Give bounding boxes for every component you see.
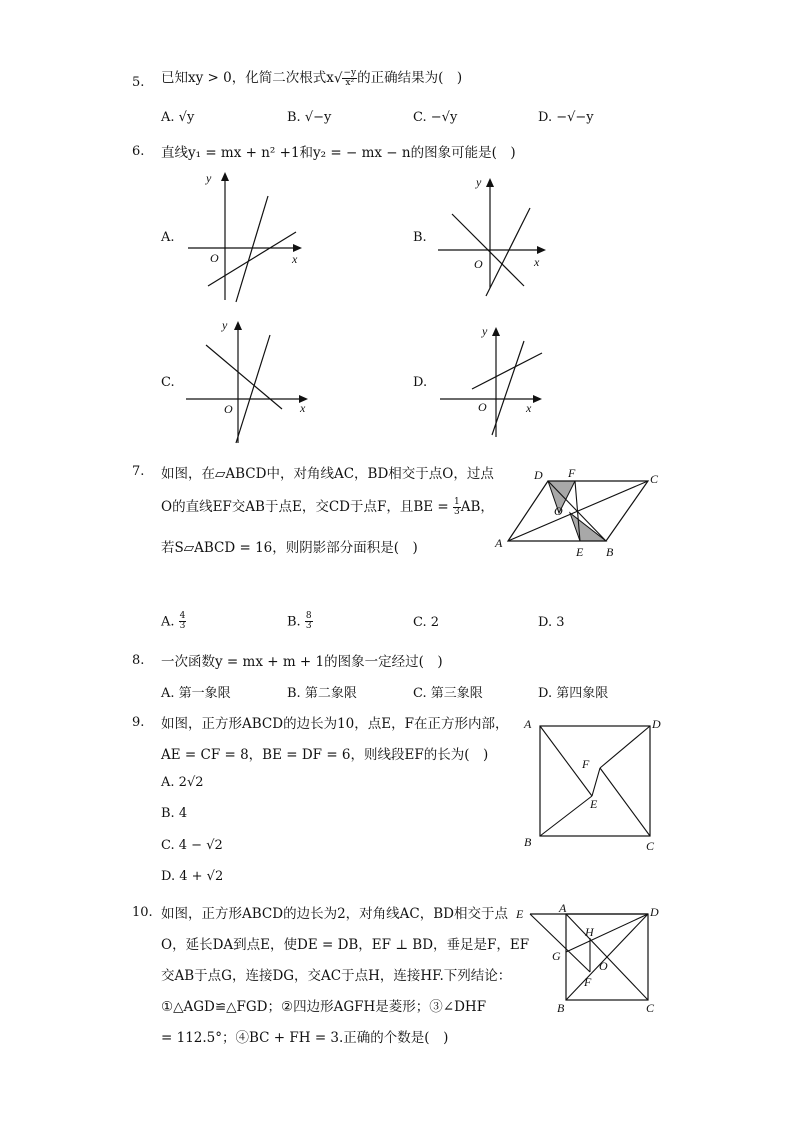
x-axis-arrow xyxy=(533,395,542,403)
q8-option-d[interactable]: D. 第四象限 xyxy=(538,686,609,701)
label-e: E xyxy=(516,907,524,921)
y-label: y xyxy=(222,318,228,332)
line-2 xyxy=(236,335,270,443)
q5-option-b[interactable]: B. √−y xyxy=(287,110,332,125)
q5-radicand-den: x² xyxy=(345,78,355,88)
q5-number: 5. xyxy=(132,75,145,90)
segment-be xyxy=(540,796,592,836)
x-axis-arrow xyxy=(293,244,302,252)
q6-number: 6. xyxy=(132,144,145,159)
q9-line-2: AE = CF = 8，BE = DF = 6，则线段EF的长为( ) xyxy=(161,747,489,763)
q5-stem: 已知xy > 0，化简二次根式x√ $\frac{-y}{\text{x²}}$ 的正确结果为( ) xyxy=(161,67,463,88)
y-axis-arrow xyxy=(234,321,242,330)
q8-option-b[interactable]: B. 第二象限 xyxy=(287,686,357,701)
label-f: F xyxy=(568,466,576,480)
label-c: C xyxy=(650,472,659,486)
y-axis-arrow xyxy=(492,327,500,336)
q7-option-b[interactable]: B. $\frac{8}{3}$ xyxy=(287,611,312,632)
q10-line-5: = 112.5°；④BC + FH = 3.正确的个数是( ) xyxy=(161,1030,449,1046)
q7-figure xyxy=(492,463,672,559)
segment-ef xyxy=(530,914,590,972)
label-b: B xyxy=(557,1001,565,1015)
label-c: C xyxy=(646,1001,655,1015)
line-1 xyxy=(236,196,268,302)
origin-label: O xyxy=(478,400,487,414)
q10-figure xyxy=(512,900,672,1018)
q5-stem-pre: 已知xy > 0，化简二次根式x xyxy=(161,70,334,86)
q8-option-a[interactable]: A. 第一象限 xyxy=(161,686,231,701)
label-h: H xyxy=(585,925,594,939)
q6-option-c-label[interactable]: C. xyxy=(161,375,175,390)
q7-line-3: 若S▱ABCD = 16，则阴影部分面积是( ) xyxy=(161,540,418,556)
q7-option-c[interactable]: C. 2 xyxy=(413,615,440,630)
q9-line-1: 如图，正方形ABCD的边长为10，点E，F在正方形内部， xyxy=(161,716,509,732)
label-e: E xyxy=(576,545,584,559)
label-d: D xyxy=(534,468,543,482)
segment-dg xyxy=(566,914,648,952)
label-o: O xyxy=(599,959,608,973)
q6-graph-b xyxy=(432,168,562,308)
q10-line-3: 交AB于点G，连接DG，交AC于点H，连接HF.下列结论： xyxy=(161,968,512,984)
origin-label: O xyxy=(474,257,483,271)
q7-option-d[interactable]: D. 3 xyxy=(538,615,565,630)
q6-option-d-label[interactable]: D. xyxy=(413,375,428,390)
y-label: y xyxy=(206,171,212,185)
q5-option-a[interactable]: A. √y xyxy=(161,110,195,125)
q9-option-b[interactable]: B. 4 xyxy=(161,806,188,821)
label-a: A xyxy=(495,536,503,550)
q9-option-a[interactable]: A. 2√2 xyxy=(161,775,204,790)
origin-label: O xyxy=(210,251,219,265)
label-e: E xyxy=(590,797,598,811)
q9-figure xyxy=(520,712,670,857)
q5-stem-post: 的正确结果为( ) xyxy=(357,70,463,86)
square-abcd xyxy=(540,726,650,836)
label-o: O xyxy=(554,504,563,518)
y-axis-arrow xyxy=(221,172,229,181)
x-label: x xyxy=(526,401,532,415)
q7-line-1: 如图，在▱ABCD中，对角线AC，BD相交于点O，过点 xyxy=(161,466,494,482)
q7-frac-den: 3 xyxy=(454,507,460,517)
label-b: B xyxy=(606,545,614,559)
q9-option-d[interactable]: D. 4 + √2 xyxy=(161,869,224,884)
q6-option-a-label[interactable]: A. xyxy=(161,230,175,245)
q6-graph-a xyxy=(180,168,310,308)
q5-option-d[interactable]: D. −√−y xyxy=(538,110,594,125)
q8-stem: 一次函数y = mx + m + 1的图象一定经过( ) xyxy=(161,654,443,670)
q10-line-1: 如图，正方形ABCD的边长为2，对角线AC，BD相交于点 xyxy=(161,906,508,922)
q7-frac-num: 1 xyxy=(454,496,460,507)
label-f: F xyxy=(584,975,592,989)
q7-option-a[interactable]: A. $\frac{4}{3}$ xyxy=(161,611,186,632)
label-a: A xyxy=(559,901,567,915)
label-d: D xyxy=(652,717,661,731)
x-label: x xyxy=(300,401,306,415)
q6-graph-d xyxy=(432,313,562,453)
q9-number: 9. xyxy=(132,715,145,730)
y-axis-arrow xyxy=(486,178,494,187)
line-2 xyxy=(208,232,296,286)
label-a: A xyxy=(524,717,532,731)
q8-option-c[interactable]: C. 第三象限 xyxy=(413,686,483,701)
label-g: G xyxy=(552,949,561,963)
q6-stem: 直线y₁ = mx + n² +1和y₂ = − mx − n的图象可能是( ) xyxy=(161,145,516,161)
q6-graph-c xyxy=(180,313,320,453)
segment-ef xyxy=(592,768,600,796)
x-label: x xyxy=(534,255,540,269)
q7-line-2: O的直线EF交AB于点E，交CD于点F，且BE = $\frac{1}{3}$ AB， xyxy=(161,496,494,517)
label-b: B xyxy=(524,835,532,849)
label-f: F xyxy=(582,757,590,771)
line-2 xyxy=(486,208,530,296)
segment-df xyxy=(600,726,650,768)
x-label: x xyxy=(292,252,298,266)
y-label: y xyxy=(476,175,482,189)
line-2 xyxy=(492,341,524,435)
q10-line-2: O，延长DA到点E，使DE = DB，EF ⊥ BD，垂足是F，EF xyxy=(161,937,530,953)
q5-radicand-num: −y xyxy=(343,67,357,78)
q10-line-4: ①△AGD≌△FGD；②四边形AGFH是菱形；③∠DHF xyxy=(161,999,487,1015)
label-d: D xyxy=(650,905,659,919)
label-c: C xyxy=(646,839,655,853)
x-axis-arrow xyxy=(537,246,546,254)
q9-option-c[interactable]: C. 4 − √2 xyxy=(161,838,223,853)
line-1 xyxy=(472,353,542,389)
origin-label: O xyxy=(224,402,233,416)
q7-number: 7. xyxy=(132,464,145,479)
shaded-triangle-bottom xyxy=(570,513,606,541)
q6-option-b-label[interactable]: B. xyxy=(413,230,427,245)
q5-option-c[interactable]: C. −√y xyxy=(413,110,458,125)
q10-number: 10. xyxy=(132,905,153,920)
segment-cf xyxy=(600,768,650,836)
y-label: y xyxy=(482,324,488,338)
q8-number: 8. xyxy=(132,653,145,668)
